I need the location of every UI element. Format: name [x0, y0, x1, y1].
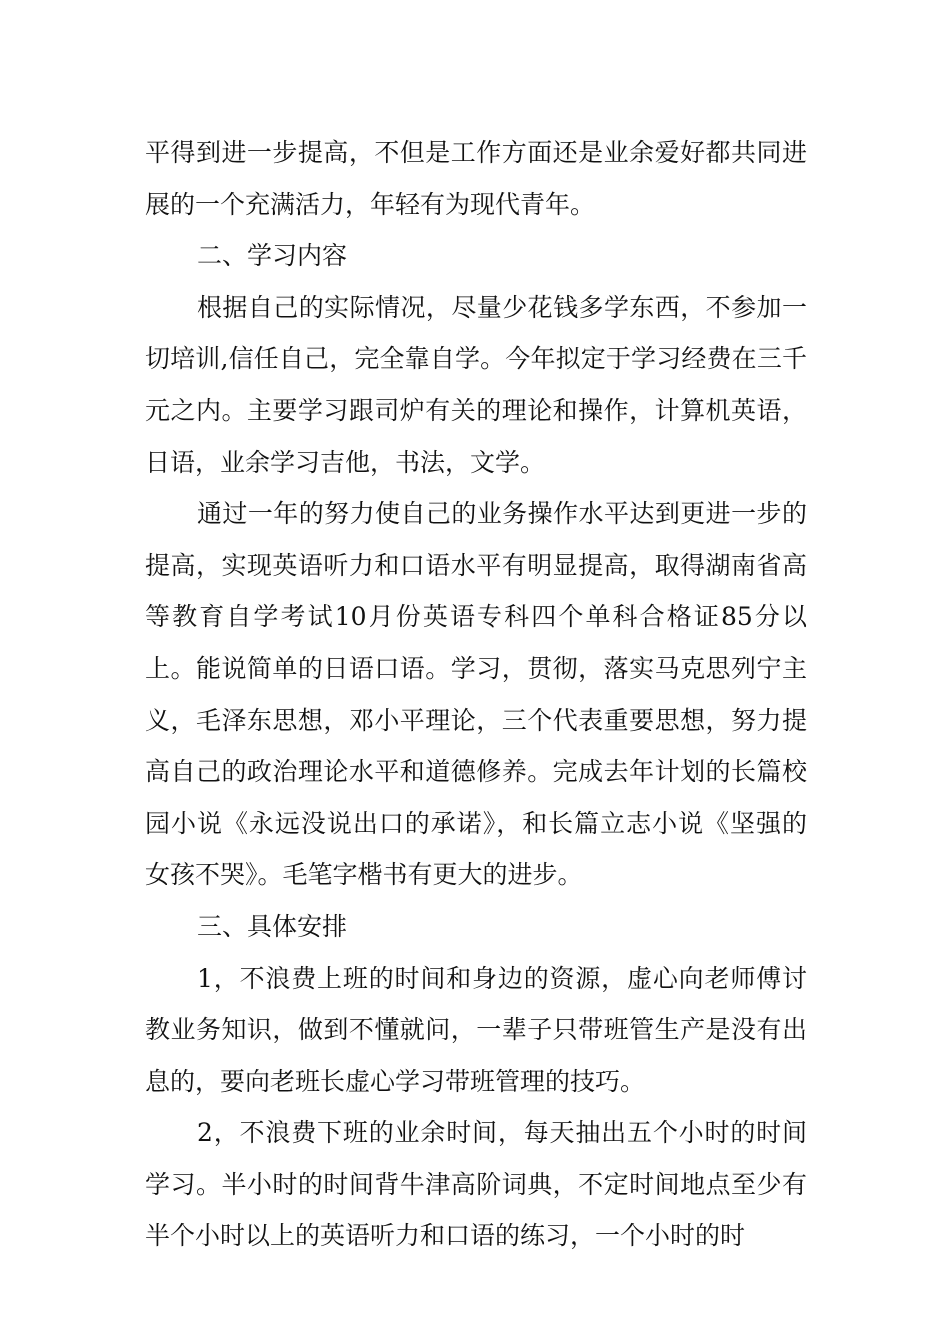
list-item-spare-time: 2，不浪费下班的业余时间，每天抽出五个小时的时间学习。半小时的时间背牛津高阶词典，不定时间地点至少有半个小时以上的英语听力和口语的练习，一个小时的时 [145, 1118, 807, 1251]
section-heading-arrangement: 三、具体安排 [197, 911, 348, 941]
paragraph-continued: 平得到进一步提高，不但是工作方面还是业余爱好都共同进展的一个充满活力，年轻有为现代青年。 [145, 138, 807, 219]
paragraph-goals: 通过一年的努力使自己的业务操作水平达到更进一步的提高，实现英语听力和口语水平有明显提高，取得湖南省高等教育自学考试10月份英语专科四个单科合格证85分以上。能说简单的日语口语。学习，贯彻，落实马克思列宁主义，毛泽东思想，邓小平理论，三个代表重要思想，努力提高自己的政治理论水平和道德修养。完成去年计划的长篇校园小说《永远没说出口的承诺》，和长篇立志小说《坚强的女孩不哭》。毛笔字楷书有更大的进步。 [145, 499, 807, 890]
document-body [145, 127, 807, 1262]
list-item-work-time: 1，不浪费上班的时间和身边的资源，虚心向老师傅讨教业务知识，做到不懂就问，一辈子只带班管生产是没有出息的，要向老班长虚心学习带班管理的技巧。 [145, 963, 807, 1096]
section-heading-study-content: 二、学习内容 [197, 241, 348, 271]
paragraph-study-plan: 根据自己的实际情况，尽量少花钱多学东西，不参加一切培训,信任自己，完全靠自学。今年拟定于学习经费在三千元之内。主要学习跟司炉有关的理论和操作，计算机英语，日语，业余学习吉他，书法，文学。 [145, 292, 807, 477]
